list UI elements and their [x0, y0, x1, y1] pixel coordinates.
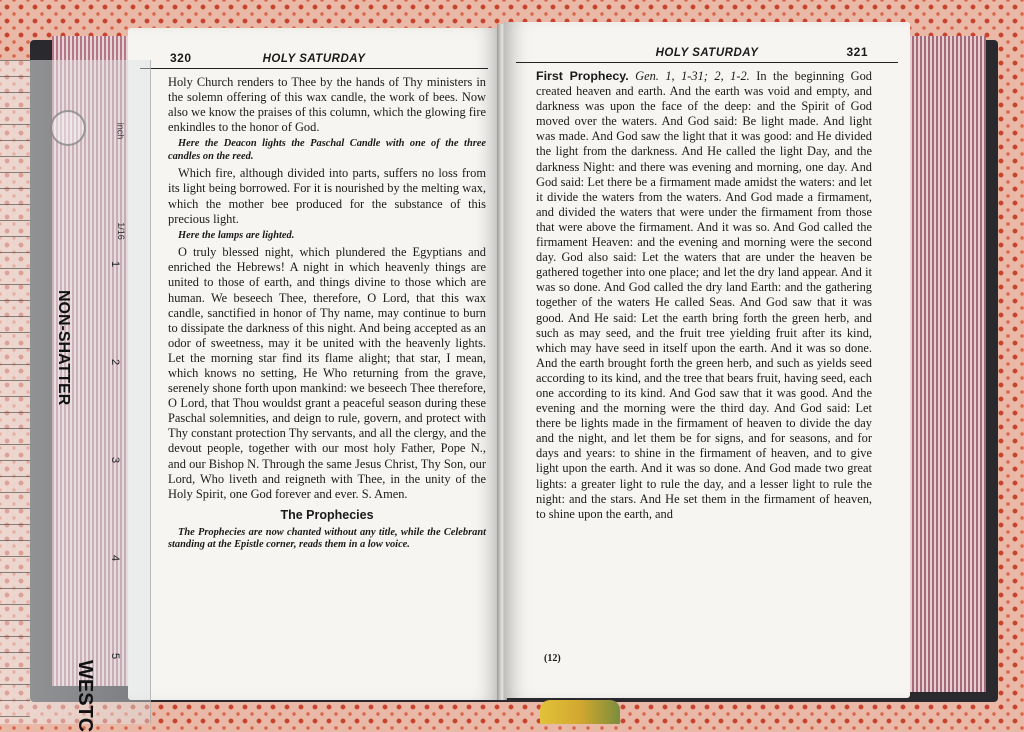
page-number: 320	[170, 51, 192, 65]
prophecy-text: In the beginning God created heaven and earth. And the earth was void and empty, and darkness was upon the face of the deep: and the Spirit of God moved over the waters. And God said: Be light made. And light was made. And God saw the light that it was good: and He divided the light from the darkness. And He called the light Day, and the darkness Night: and there was evening and morning, one day. And God said: Let there be a firmament made amidst the waters: and let it divide the waters from the waters. And God made a firmament, and divided the waters that were under the firmament from those that were above the firmament. And it was so. And God called the firmament Heaven: and the evening and morning were the second day. God also said: Let the waters that are under the heaven be gathered together into one place; and let the dry land appear. And it was so done. And God called the dry land Earth: and the gathering together of the waters He called Seas. And God saw that it was good. And He said: Let the earth bring forth the green herb, and such as may seed, and the fruit tree yielding fruit after its kind, which may have seed in itself upon the earth. And it was so done. And the earth brought forth the green herb, and such as yields seed according to its kind, and the tree that bears fruit, having seed, each one according to its kind. And God saw that it was good. And the evening and the morning were the third day. And God said: Let there be lights made in the firmament of heaven to divide the day and the night, and let them be for signs, and for seasons, and for days and years: to shine in the firmament of heaven, and to give light upon the earth. And it was so done. And God made two great lights: a greater light to rule the day, and a lesser light to rule the night: and the stars. And He set them in the firmament of heaven, to shine upon the earth, and	[536, 69, 872, 521]
signature-mark: (12)	[544, 653, 561, 664]
body-paragraph: O truly blessed night, which plundered the Egyptians and enriched the Hebrews! A night in which heavenly things are united to those of earth, and things divine to those which are human. We beseech Thee, therefore, O Lord, that this wax candle, sanctified in honor of Thy name, may continue to burn to dissipate the darkness of this night. And being accepted as an odor of sweetness, may it be united with the heavenly lights. Let the morning star find its flame alight; that star, I mean, which knows no setting, He Who returning from the grave, serenely shone forth upon mankind: we beseech Thee therefore, O Lord, that Thou wouldst grant a peaceful season during these Paschal solemnities, and deign to rule, govern, and protect with Thy constant protection Thy servants, and all the clergy, and the devout people, together with our most holy Father, Pope N., and our Bishop N. Through the same Jesus Christ, Thy Son, our Lord, Who liveth and reigneth with Thee, in the unity of the Holy Spirit, one God forever and ever. S. Amen.	[168, 245, 486, 501]
body-paragraph: Which fire, although divided into parts, suffers no loss from its light being borrowed. For it is nourished by the melting wax, which the mother bee produced for the substance of this precious light.	[168, 166, 486, 226]
page-number: 321	[846, 45, 868, 59]
right-page-text	[504, 69, 910, 522]
ruler-fraction-label: 1/16	[115, 222, 126, 240]
scripture-reference: Gen. 1, 1-31; 2, 1-2.	[635, 69, 750, 83]
rubric: Here the lamps are lighted.	[178, 229, 295, 241]
prophecy-label: First Prophecy.	[536, 69, 629, 83]
left-page-header	[140, 46, 488, 69]
ruler-hole	[50, 110, 86, 146]
running-title: HOLY SATURDAY	[655, 47, 759, 59]
ruler	[0, 60, 151, 732]
bookmark-ribbons	[540, 700, 620, 724]
ruler-inch-mark: 5	[109, 652, 122, 660]
left-page	[128, 28, 500, 700]
ruler-inch-mark: 3	[109, 456, 122, 464]
rubric: Here the Deacon lights the Paschal Candle with one of the three candles on the reed.	[168, 138, 486, 162]
right-page-header	[516, 40, 898, 63]
ruler-brand: NON-SHATTER	[55, 290, 72, 406]
rubric: The Prophecies are now chanted without any title, while the Celebrant standing at the Epistle corner, reads them in a low voice.	[168, 526, 486, 551]
ruler-maker: WESTC	[74, 660, 96, 732]
ruler-unit-label: inch	[115, 122, 126, 140]
ruler-inch-mark: 1	[109, 260, 122, 268]
ruler-ticks	[0, 60, 30, 724]
ruler-inch-mark: 2	[109, 358, 122, 366]
left-page-text	[128, 75, 500, 552]
running-title: HOLY SATURDAY	[262, 53, 366, 65]
right-page	[504, 22, 910, 698]
ruler-inch-mark: 4	[109, 554, 122, 562]
prophecy-paragraph	[536, 69, 872, 522]
section-heading: The Prophecies	[280, 507, 374, 522]
body-paragraph: Holy Church renders to Thee by the hands of Thy ministers in the solemn offering of this wax candle, the work of bees. Now also we know the praises of this column, which the glowing fire enkindles to the honor of God.	[168, 75, 486, 135]
right-page-edges	[906, 36, 986, 692]
